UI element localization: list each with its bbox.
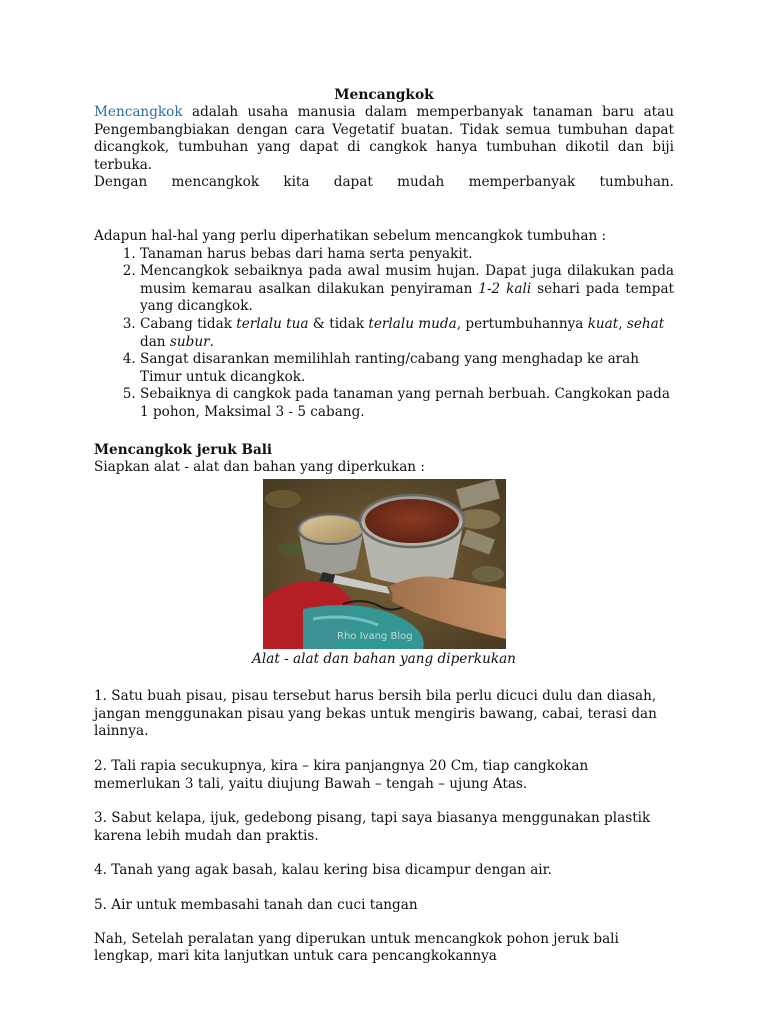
list-item-text: .	[209, 333, 214, 350]
section-heading: Mencangkok jeruk Bali	[94, 441, 273, 458]
page-title: Mencangkok	[334, 87, 434, 103]
figure	[94, 479, 674, 669]
list-item: 1. Satu buah pisau, pisau tersebut harus bersih bila perlu dicuci dulu dan diasah, jangan menggunakan pisau yang bekas untuk mengiris bawang, cabai, terasi dan lainnya.	[94, 688, 657, 740]
list-item	[140, 386, 674, 421]
closing-paragraph: Nah, Setelah peralatan yang diperukan untuk mencangkok pohon jeruk bali lengkap, mari kita lanjutkan untuk cara pencangkokannya	[94, 930, 619, 965]
requirements-lead: Adapun hal-hal yang perlu diperhatikan sebelum mencangkok tumbuhan :	[94, 227, 607, 244]
list-item: 4. Tanah yang agak basah, kalau kering bisa dicampur dengan air.	[94, 862, 552, 879]
intro-last-line: Dengan mencangkok kita dapat mudah memperbanyak tumbuhan.	[94, 174, 674, 191]
list-item-text: , pertumbuhannya	[456, 315, 588, 332]
list-item-emphasis: terlalu tua	[236, 315, 309, 332]
figure-caption: Alat - alat dan bahan yang diperkukan	[252, 650, 516, 667]
intro-term: Mencangkok	[94, 104, 183, 120]
list-item	[140, 246, 674, 264]
list-item-text: ,	[618, 315, 627, 332]
list-item-text: Tanaman harus bebas dari hama serta penyakit.	[140, 245, 473, 262]
list-item	[140, 316, 674, 351]
photo-watermark: Rho Ivang Blog	[336, 630, 413, 642]
list-item-emphasis: kuat	[587, 315, 619, 332]
list-item-emphasis: sehat	[626, 315, 665, 332]
list-item: 5. Air untuk membasahi tanah dan cuci tangan	[94, 897, 418, 914]
requirements-list	[94, 246, 674, 422]
list-item	[140, 263, 674, 316]
list-item-text: Sangat disarankan memilihlah ranting/cabang yang menghadap ke arah Timur untuk dicangkok.	[140, 351, 640, 385]
steps-list	[94, 688, 674, 914]
list-item-text: sehari pada tempat yang dicangkok.	[140, 280, 675, 315]
list-item-emphasis: 1-2 kali	[478, 280, 532, 297]
tools-photo	[263, 479, 506, 649]
list-item-text: Mencangkok sebaiknya pada awal musim hujan. Dapat juga dilakukan pada musim kemarau asalkan dilakukan penyiraman	[140, 263, 674, 297]
list-item: 3. Sabut kelapa, ijuk, gedebong pisang, tapi saya biasanya menggunakan plastik karena lebih mudah dan praktis.	[94, 810, 651, 844]
list-item-emphasis: subur	[169, 333, 210, 350]
list-item-text: & tidak	[308, 315, 369, 332]
document-body	[94, 86, 674, 966]
list-item-text: Sebaiknya di cangkok pada tanaman yang pernah berbuah. Cangkokan pada 1 pohon, Maksimal 3 - 5 cabang.	[140, 386, 670, 420]
list-item: 2. Tali rapia secukupnya, kira – kira panjangnya 20 Cm, tiap cangkokan memerlukan 3 tali, yaitu diujung Bawah – tengah – ujung Atas.	[94, 758, 589, 792]
list-item	[140, 351, 674, 386]
section-lead: Siapkan alat - alat dan bahan yang diperkukan :	[94, 459, 425, 476]
list-item-text: dan	[140, 333, 170, 350]
intro-text: adalah usaha manusia dalam memperbanyak tanaman baru atau Pengembangbiakan dengan cara Vegetatif buatan. Tidak semua tumbuhan dapat dicangkok, tumbuhan yang dapat di cangkok hanya tumbuhan dikotil dan biji terbuka.	[94, 104, 674, 173]
intro-paragraph	[94, 104, 674, 174]
list-item-text: Cabang tidak	[140, 315, 237, 332]
list-item-emphasis: terlalu muda	[368, 315, 457, 332]
